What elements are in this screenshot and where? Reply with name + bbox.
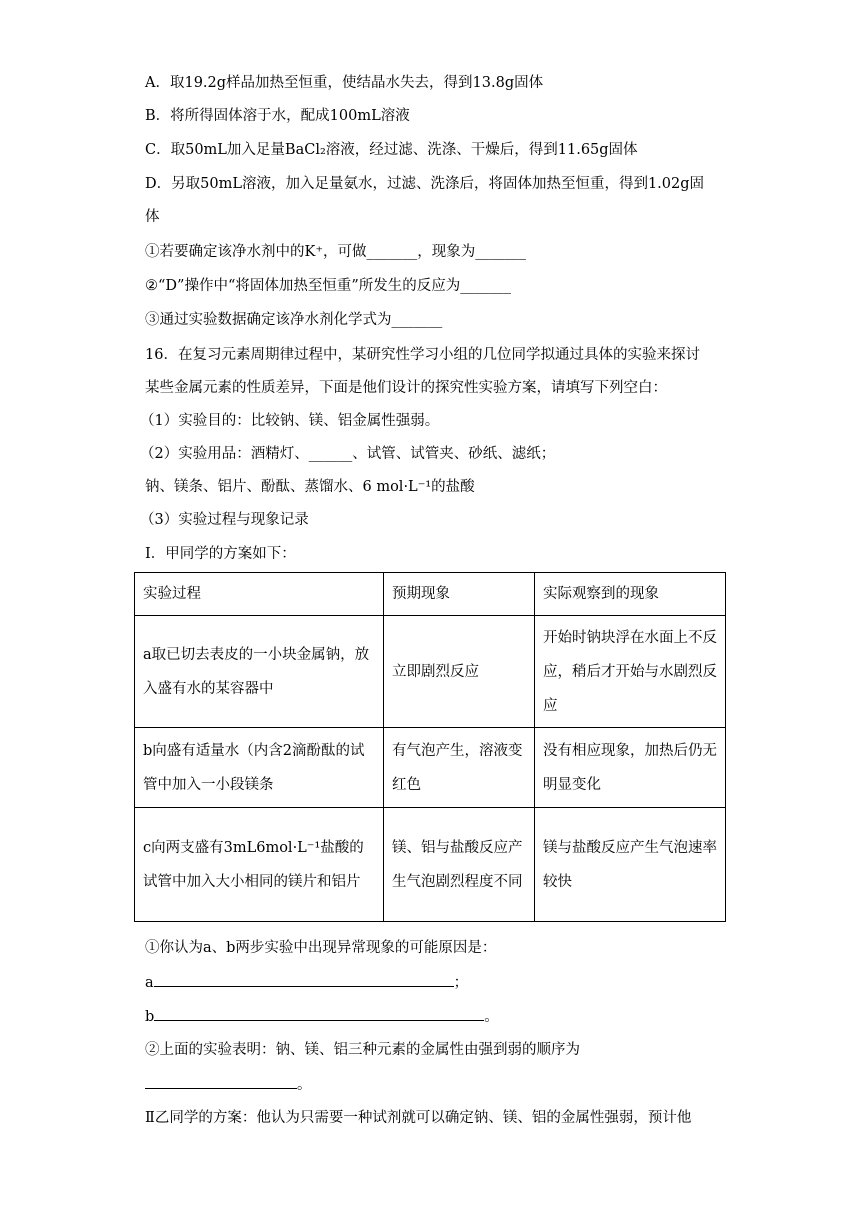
plan-b-heading: Ⅱ乙同学的方案：他认为只需要一种试剂就可以确定钠、镁、铝的金属性强弱，预计他 bbox=[145, 1110, 692, 1126]
experiment-table bbox=[134, 572, 726, 922]
table-cell: 镁与盐酸反应产生气泡速率较快 bbox=[535, 808, 726, 922]
step-2-materials: 钠、镁条、铝片、酚酞、蒸馏水、6 mol·L⁻¹的盐酸 bbox=[145, 479, 475, 495]
table-cell: 开始时钠块浮在水面上不反应，稍后才开始与水剧烈反应 bbox=[535, 616, 726, 728]
table-header-cell: 预期现象 bbox=[384, 573, 535, 616]
option-a: A．取19.2g样品加热至恒重，使结晶水失去，得到13.8g固体 bbox=[145, 75, 544, 91]
plan-a-heading: Ⅰ．甲同学的方案如下： bbox=[145, 546, 296, 562]
metal-order-end: 。 bbox=[297, 1077, 312, 1093]
answer-b-label: b bbox=[145, 1009, 155, 1025]
answer-a-end: ； bbox=[453, 975, 469, 991]
question-3: ③通过实验数据确定该净水剂化学式为_______ bbox=[145, 312, 443, 328]
answer-a-line bbox=[145, 972, 468, 993]
problem-16-intro: 16．在复习元素周期律过程中，某研究性学习小组的几位同学拟通过具体的实验来探讨 bbox=[145, 347, 700, 363]
answer-b-blank[interactable] bbox=[154, 1006, 484, 1021]
table-cell: 镁、铝与盐酸反应产生气泡剧烈程度不同 bbox=[384, 808, 535, 922]
metal-order-question: ②上面的实验表明：钠、镁、铝三种元素的金属性由强到弱的顺序为 bbox=[145, 1042, 580, 1058]
step-2: （2）实验用品：酒精灯、______、试管、试管夹、砂纸、滤纸； bbox=[140, 446, 556, 462]
table-cell: 立即剧烈反应 bbox=[384, 616, 535, 728]
step-1: （1）实验目的：比较钠、镁、铝金属性强弱。 bbox=[140, 413, 440, 429]
step-3: （3）实验过程与现象记录 bbox=[140, 512, 309, 528]
table-cell: b向盛有适量水（内含2滴酚酞的试管中加入一小段镁条 bbox=[135, 728, 384, 808]
table-cell: c向两支盛有3mL6mol·L⁻¹盐酸的试管中加入大小相同的镁片和铝片 bbox=[135, 808, 384, 922]
answer-b-end: 。 bbox=[484, 1009, 499, 1025]
metal-order-answer-line bbox=[145, 1074, 312, 1095]
question-1: ①若要确定该净水剂中的K⁺，可做_______，现象为_______ bbox=[145, 244, 526, 260]
reason-question: ①你认为a、b两步实验中出现异常现象的可能原因是： bbox=[145, 940, 497, 956]
metal-order-blank[interactable] bbox=[145, 1074, 297, 1089]
table-cell: a取已切去表皮的一小块金属钠，放入盛有水的某容器中 bbox=[135, 616, 384, 728]
table-row bbox=[135, 808, 726, 922]
option-d: D．另取50mL溶液，加入足量氨水，过滤、洗涤后，将固体加热至恒重，得到1.02g固 bbox=[145, 176, 705, 192]
table-row bbox=[135, 616, 726, 728]
question-2: ②“D”操作中“将固体加热至恒重”所发生的反应为_______ bbox=[145, 278, 512, 294]
option-d-cont: 体 bbox=[145, 209, 160, 225]
option-b: B．将所得固体溶于水，配成100mL溶液 bbox=[145, 108, 410, 124]
option-c: C．取50mL加入足量BaCl₂溶液，经过滤、洗涤、干燥后，得到11.65g固体 bbox=[145, 142, 638, 158]
table-header-cell: 实际观察到的现象 bbox=[535, 573, 726, 616]
answer-b-line bbox=[145, 1006, 499, 1027]
table-cell: 没有相应现象，加热后仍无明显变化 bbox=[535, 728, 726, 808]
table-row bbox=[135, 728, 726, 808]
problem-16-intro-cont: 某些金属元素的性质差异，下面是他们设计的探究性实验方案，请填写下列空白： bbox=[145, 380, 667, 396]
table-header-cell: 实验过程 bbox=[135, 573, 384, 616]
answer-a-blank[interactable] bbox=[154, 972, 454, 987]
table-header-row bbox=[135, 573, 726, 616]
table-cell: 有气泡产生，溶液变红色 bbox=[384, 728, 535, 808]
answer-a-label: a bbox=[145, 975, 154, 991]
